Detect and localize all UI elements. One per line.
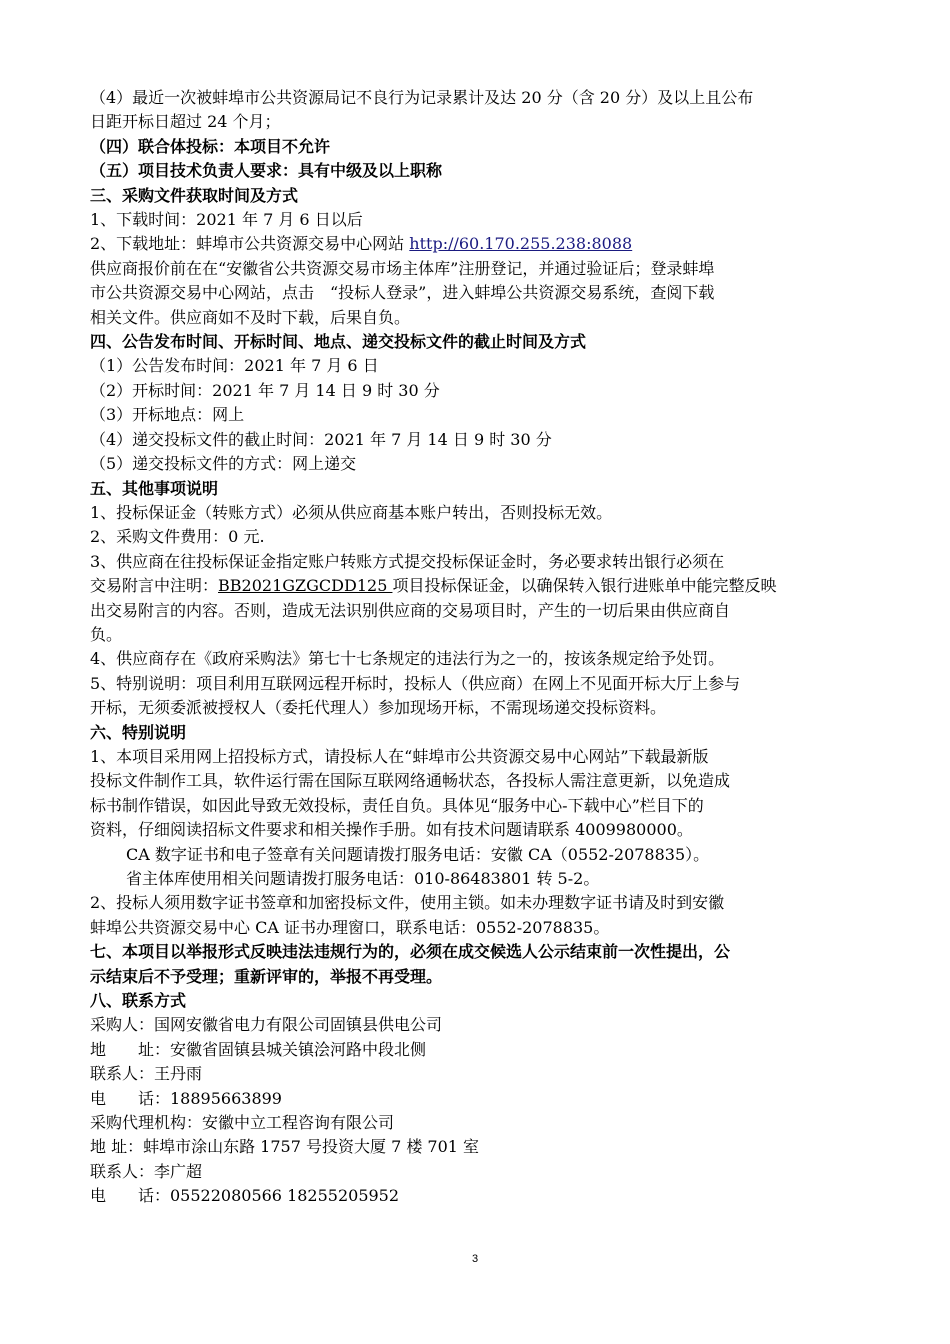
text-line bbox=[90, 1135, 870, 1159]
line-text: 市公共资源交易中心网站，点击 “投标人登录”，进入蚌埠公共资源交易系统，查阅下载 bbox=[90, 283, 715, 303]
text-line bbox=[90, 379, 870, 403]
line-text: （4）递交投标文件的截止时间：2021 年 7 月 14 日 9 时 30 分 bbox=[90, 429, 552, 449]
section-heading bbox=[90, 159, 870, 183]
text-line bbox=[90, 843, 870, 867]
document-body bbox=[90, 86, 870, 1209]
text-line bbox=[90, 647, 870, 671]
text-line bbox=[90, 86, 870, 110]
line-text: 开标，无须委派被授权人（委托代理人）参加现场开标，不需现场递交投标资料。 bbox=[90, 698, 667, 718]
line-text: 5、特别说明：项目利用互联网远程开标时，投标人（供应商）在网上不见面开标大厅上参与 bbox=[90, 673, 741, 693]
text-line bbox=[90, 306, 870, 330]
line-text: 三、采购文件获取时间及方式 bbox=[90, 185, 299, 205]
line-text: 负。 bbox=[90, 624, 123, 644]
line-text: 2、下载地址：蚌埠市公共资源交易中心网站 bbox=[90, 234, 410, 254]
text-line bbox=[90, 257, 870, 281]
text-line bbox=[90, 452, 870, 476]
line-text: 资料，仔细阅读招标文件要求和相关操作手册。如有技术问题请联系 4009980000。 bbox=[90, 820, 693, 840]
line-text: （5）递交投标文件的方式：网上递交 bbox=[90, 454, 357, 474]
line-text: 2、采购文件费用：0 元. bbox=[90, 527, 265, 547]
text-line bbox=[90, 110, 870, 134]
text-line bbox=[90, 354, 870, 378]
line-text: 六、特别说明 bbox=[90, 722, 187, 742]
line-text: 联系人：王丹雨 bbox=[90, 1064, 203, 1084]
line-text: CA 数字证书和电子签章有关问题请拨打服务电话：安徽 CA（0552-2078835）。 bbox=[126, 844, 710, 864]
line-text: 四、公告发布时间、开标时间、地点、递交投标文件的截止时间及方式 bbox=[90, 332, 587, 352]
text-segment: 项目投标保证金，以确保转入银行进账单中能完整反映 bbox=[392, 576, 777, 596]
line-text: （四）联合体投标：本项目不允许 bbox=[90, 136, 331, 156]
line-text: 投标文件制作工具，软件运行需在国际互联网络通畅状态，各投标人需注意更新，以免造成 bbox=[90, 771, 731, 791]
text-line bbox=[90, 1038, 870, 1062]
line-text: （3）开标地点：网上 bbox=[90, 405, 245, 425]
section-heading bbox=[90, 965, 870, 989]
line-text: 示结束后不予受理；重新评审的，举报不再受理。 bbox=[90, 966, 443, 986]
text-line bbox=[90, 1160, 870, 1184]
section-heading bbox=[90, 721, 870, 745]
line-text: 地 址：蚌埠市涂山东路 1757 号投资大厦 7 楼 701 室 bbox=[90, 1137, 480, 1157]
text-line bbox=[90, 623, 870, 647]
text-line bbox=[90, 1062, 870, 1086]
line-text: 2、投标人须用数字证书签章和加密投标文件，使用主锁。如未办理数字证书请及时到安徽 bbox=[90, 893, 725, 913]
project-code: BB2021GZGCDD125 bbox=[218, 576, 393, 596]
text-line bbox=[90, 745, 870, 769]
section-heading bbox=[90, 330, 870, 354]
text-line bbox=[90, 501, 870, 525]
text-line bbox=[90, 1087, 870, 1111]
line-text: 采购人：国网安徽省电力有限公司固镇县供电公司 bbox=[90, 1015, 443, 1035]
line-text: 电 话：05522080566 18255205952 bbox=[90, 1186, 400, 1206]
text-line bbox=[90, 599, 870, 623]
section-heading bbox=[90, 135, 870, 159]
page-number: 3 bbox=[471, 1253, 479, 1265]
line-text: 地 址：安徽省固镇县城关镇浍河路中段北侧 bbox=[90, 1039, 427, 1059]
section-heading bbox=[90, 989, 870, 1013]
line-text: 供应商报价前在在“安徽省公共资源交易市场主体库”注册登记，并通过验证后；登录蚌埠 bbox=[90, 258, 715, 278]
text-line bbox=[90, 818, 870, 842]
section-heading bbox=[90, 184, 870, 208]
line-text: （1）公告发布时间：2021 年 7 月 6 日 bbox=[90, 356, 379, 376]
line-text: 联系人：李广超 bbox=[90, 1161, 203, 1181]
text-line bbox=[90, 891, 870, 915]
text-line bbox=[90, 403, 870, 427]
text-line bbox=[90, 1184, 870, 1208]
line-text: 标书制作错误，如因此导致无效投标，责任自负。具体见“服务中心-下载中心”栏目下的 bbox=[90, 795, 704, 815]
download-link[interactable]: http://60.170.255.238:8088 bbox=[409, 234, 633, 254]
section-heading bbox=[90, 477, 870, 501]
line-text: 4、供应商存在《政府采购法》第七十七条规定的违法行为之一的，按该条规定给予处罚。 bbox=[90, 649, 725, 669]
text-line bbox=[90, 525, 870, 549]
text-line bbox=[90, 769, 870, 793]
line-text: 蚌埠公共资源交易中心 CA 证书办理窗口，联系电话：0552-2078835。 bbox=[90, 917, 610, 937]
text-line bbox=[90, 867, 870, 891]
text-line bbox=[90, 1013, 870, 1037]
text-line bbox=[90, 428, 870, 452]
text-segment: 交易附言中注明： bbox=[90, 576, 219, 596]
line-text: 1、投标保证金（转账方式）必须从供应商基本账户转出，否则投标无效。 bbox=[90, 502, 613, 522]
text-line bbox=[90, 208, 870, 232]
section-heading bbox=[90, 940, 870, 964]
line-text: （五）项目技术负责人要求：具有中级及以上职称 bbox=[90, 161, 443, 181]
line-text: 省主体库使用相关问题请拨打服务电话：010-86483801 转 5-2。 bbox=[126, 869, 600, 888]
line-text: 采购代理机构：安徽中立工程咨询有限公司 bbox=[90, 1113, 395, 1133]
text-line bbox=[90, 232, 870, 256]
text-line bbox=[90, 550, 870, 574]
line-text: （2）开标时间：2021 年 7 月 14 日 9 时 30 分 bbox=[90, 380, 440, 400]
text-line bbox=[90, 574, 870, 598]
line-text: （4）最近一次被蚌埠市公共资源局记不良行为记录累计及达 20 分（含 20 分）及以上且公布 bbox=[90, 88, 754, 107]
text-line bbox=[90, 916, 870, 940]
text-line bbox=[90, 1111, 870, 1135]
line-text: 八、联系方式 bbox=[90, 991, 187, 1011]
line-text: 七、本项目以举报形式反映违法违规行为的，必须在成交候选人公示结束前一次性提出，公 bbox=[90, 942, 731, 962]
line-text: 相关文件。供应商如不及时下载，后果自负。 bbox=[90, 307, 411, 327]
text-line bbox=[90, 281, 870, 305]
line-text: 日距开标日超过 24 个月； bbox=[90, 112, 281, 132]
line-text: 3、供应商在往投标保证金指定账户转账方式提交投标保证金时，务必要求转出银行必须在 bbox=[90, 551, 725, 571]
text-line bbox=[90, 672, 870, 696]
text-line bbox=[90, 794, 870, 818]
line-text: 1、本项目采用网上招投标方式，请投标人在“蚌埠市公共资源交易中心网站”下载最新版 bbox=[90, 746, 709, 766]
line-text: 电 话：18895663899 bbox=[90, 1088, 282, 1108]
line-text: 1、下载时间：2021 年 7 月 6 日以后 bbox=[90, 210, 363, 230]
line-text: 五、其他事项说明 bbox=[90, 478, 219, 498]
text-line bbox=[90, 696, 870, 720]
line-text: 出交易附言的内容。否则，造成无法识别供应商的交易项目时，产生的一切后果由供应商自 bbox=[90, 600, 731, 620]
